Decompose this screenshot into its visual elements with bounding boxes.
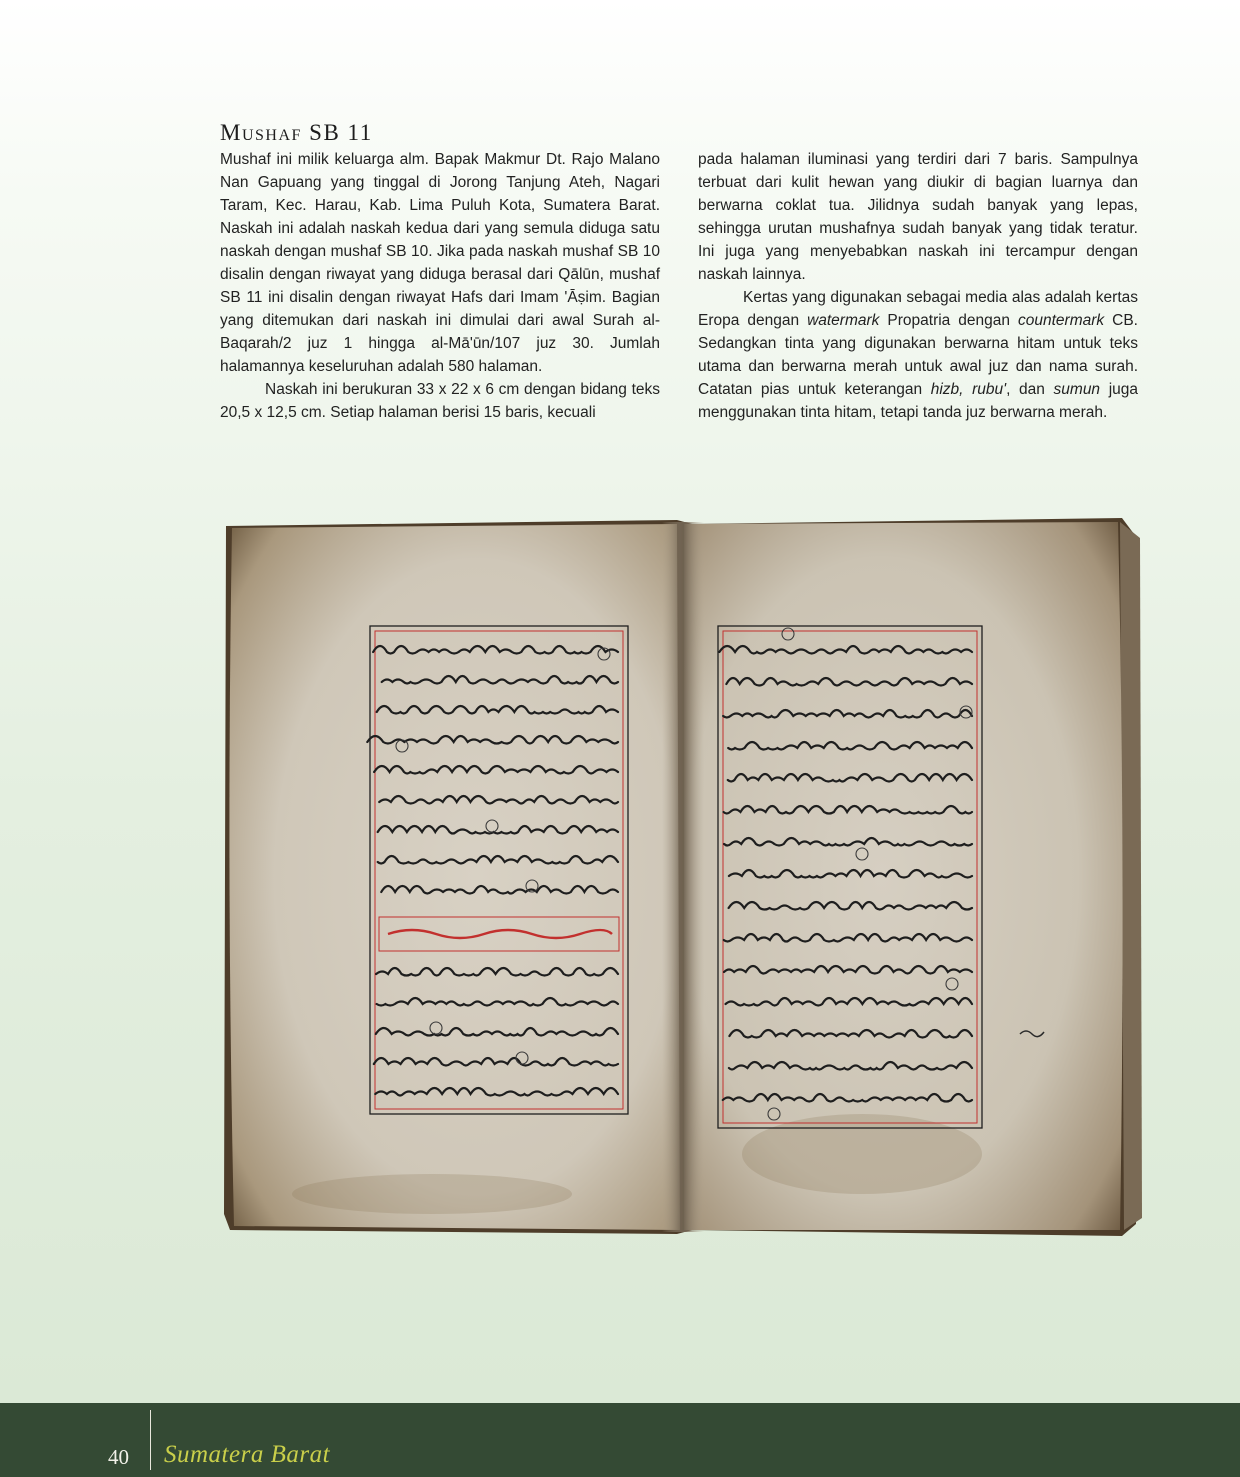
- paragraph: [698, 286, 1138, 424]
- term-hizb: hizb, rubu': [930, 381, 1007, 398]
- paragraph: Naskah ini berukuran 33 x 22 x 6 cm dengan bidang teks 20,5 x 12,5 cm. Setiap halaman berisi 15 baris, kecuali: [220, 381, 660, 421]
- text-run: juga menggunakan tinta hitam, tetapi tanda juz berwarna merah.: [698, 381, 1138, 421]
- text-run: CB. Sedangkan tinta yang digunakan berwarna hitam untuk teks utama dan berwarna merah untuk awal juz dan nama surah. Catatan pias untuk keterangan: [698, 312, 1138, 398]
- page-number: 40: [108, 1445, 129, 1469]
- paragraph: Mushaf ini milik keluarga alm. Bapak Makmur Dt. Rajo Malano Nan Gapuang yang tinggal di Jorong Tanjung Ateh, Nagari Taram, Kec. Harau, Kab. Lima Puluh Kota, Sumatera Barat. Naskah ini adalah naskah kedua dari yang semula diduga satu naskah dengan mushaf SB 10. Jika pada naskah mushaf SB 10 disalin dengan riwayat yang diduga berasal dari Qālūn, mushaf SB 11 ini disalin dengan riwayat Hafs dari Imam 'Āṣim. Bagian yang ditemukan dari naskah ini dimulai dari awal Surah al-Baqarah/2 juz 1 hingga al-Mā'ūn/107 juz 30. Jumlah halamannya keseluruhan adalah 580 halaman.: [220, 151, 660, 375]
- text-column-left: [220, 148, 660, 424]
- paragraph: pada halaman iluminasi yang terdiri dari 7 baris. Sampulnya terbuat dari kulit hewan yang diukir di bagian luarnya dan berwarna coklat tua. Jilidnya sudah banyak yang lepas, sehingga urutan mushafnya sudah banyak yang tidak teratur. Ini juga yang menyebabkan naskah ini tercampur dengan naskah lainnya.: [698, 151, 1138, 283]
- text-column-right: [698, 148, 1138, 424]
- term-sumun: sumun: [1053, 381, 1101, 398]
- footer-divider: [150, 1410, 151, 1470]
- article-title: Mushaf SB 11: [220, 120, 373, 145]
- text-run: , dan: [1006, 381, 1054, 398]
- text-run: Kertas yang digunakan sebagai media alas adalah kertas Eropa dengan: [698, 289, 1138, 329]
- footer-title: Sumatera Barat: [164, 1441, 331, 1468]
- manuscript-photo: [222, 514, 1144, 1242]
- text-run: Propatria dengan: [879, 312, 1018, 329]
- term-countermark: countermark: [1018, 312, 1105, 329]
- term-watermark: watermark: [807, 312, 880, 329]
